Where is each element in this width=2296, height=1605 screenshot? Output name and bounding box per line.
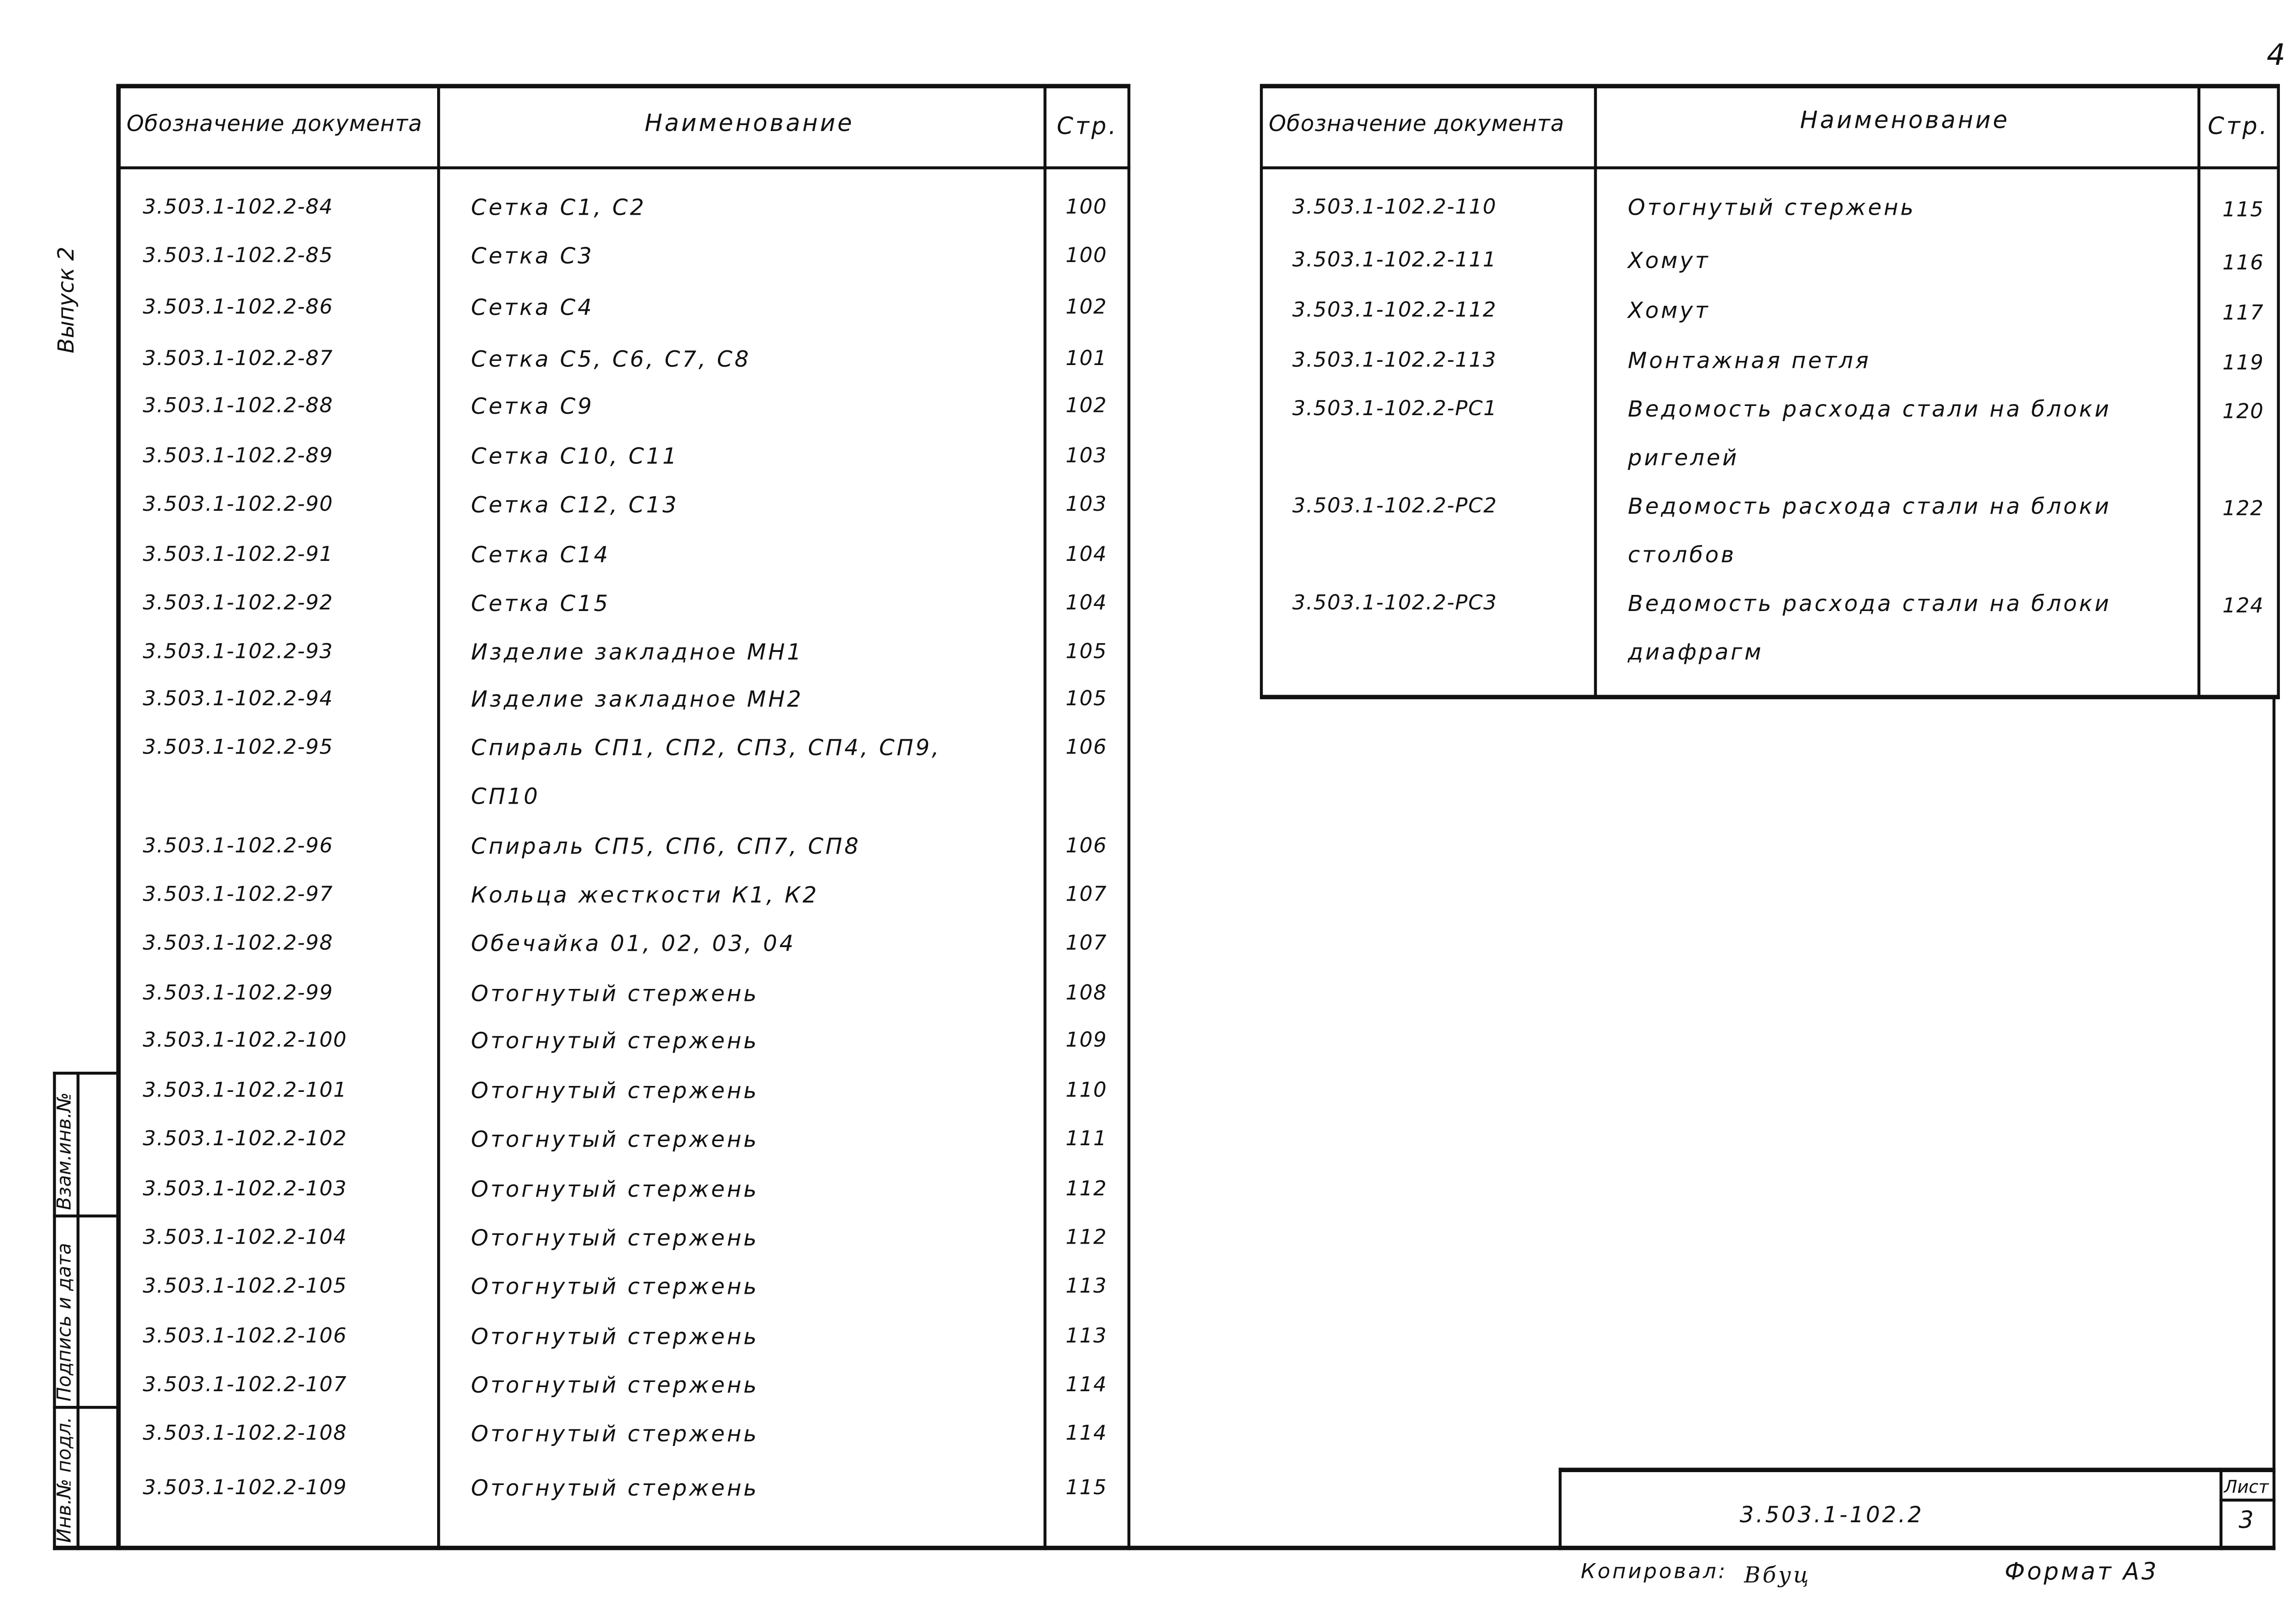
side-label: Выпуск 2	[53, 246, 80, 354]
row-page: 109	[1065, 1029, 1107, 1053]
row-designation: 3.503.1-102.2-96	[142, 834, 334, 858]
row-page: 101	[1065, 347, 1107, 371]
row-page: 107	[1065, 931, 1107, 956]
row-name-continued: столбов	[1628, 542, 1736, 568]
row-page: 112	[1065, 1177, 1107, 1201]
row-page: 105	[1065, 687, 1107, 711]
row-designation: 3.503.1-102.2-90	[142, 493, 334, 517]
row-name-continued: СП10	[471, 783, 540, 810]
row-page: 115	[2222, 199, 2264, 223]
row-designation: 3.503.1-102.2-107	[142, 1373, 348, 1397]
row-name: Обечайка 01, 02, 03, 04	[471, 930, 796, 957]
row-name: Отогнутый стержень	[471, 1475, 759, 1502]
row-name: Отогнутый стержень	[471, 1176, 759, 1203]
left-header-name: Наименование	[644, 109, 855, 137]
row-page: 113	[1065, 1274, 1107, 1299]
row-name: Отогнутый стержень	[471, 1077, 759, 1104]
row-name: Изделие закладное МН1	[471, 639, 803, 666]
row-designation: 3.503.1-102.2-86	[142, 296, 334, 320]
row-name: Сетка С12, С13	[471, 491, 679, 519]
row-designation: 3.503.1-102.2-РС2	[1292, 494, 1498, 519]
row-name: Сетка С14	[471, 542, 610, 568]
row-designation: 3.503.1-102.2-87	[142, 347, 334, 371]
row-page: 100	[1065, 244, 1107, 268]
row-name: Спираль СП5, СП6, СП7, СП8	[471, 833, 861, 860]
row-page: 117	[2222, 302, 2264, 326]
row-page: 106	[1065, 834, 1107, 858]
row-page: 104	[1065, 592, 1107, 616]
row-page: 124	[2222, 594, 2264, 618]
row-designation: 3.503.1-102.2-103	[142, 1177, 348, 1201]
row-designation: 3.503.1-102.2-100	[142, 1029, 348, 1053]
format-label: Формат А3	[2005, 1557, 2159, 1586]
row-page: 105	[1065, 640, 1107, 664]
row-page: 116	[2222, 251, 2264, 275]
right-header-name: Наименование	[1800, 106, 2010, 134]
stamp-replaced-inv: Взам.инв.№	[54, 1092, 77, 1211]
row-designation: 3.503.1-102.2-98	[142, 931, 334, 956]
row-name-continued: ригелей	[1628, 445, 1739, 471]
row-page: 111	[1065, 1127, 1107, 1151]
row-designation: 3.503.1-102.2-89	[142, 445, 334, 468]
row-designation: 3.503.1-102.2-113	[1292, 348, 1497, 373]
row-page: 107	[1065, 883, 1107, 907]
stamp-inv-orig: Инв.№ подл.	[54, 1417, 77, 1543]
row-designation: 3.503.1-102.2-92	[142, 592, 334, 616]
row-name: Сетка С9	[471, 393, 594, 420]
row-page: 113	[1065, 1325, 1107, 1349]
row-name: Отогнутый стержень	[471, 1323, 759, 1350]
row-name-continued: диафрагм	[1628, 639, 1764, 666]
row-name: Сетка С5, С6, С7, С8	[471, 346, 751, 373]
row-designation: 3.503.1-102.2-105	[142, 1274, 348, 1299]
row-designation: 3.503.1-102.2-РС3	[1292, 592, 1498, 616]
row-name: Отогнутый стержень	[471, 1372, 759, 1399]
row-name: Отогнутый стержень	[471, 1420, 759, 1447]
row-page: 108	[1065, 982, 1107, 1005]
row-name: Ведомость расхода стали на блоки	[1628, 590, 2111, 617]
row-designation: 3.503.1-102.2-84	[142, 195, 334, 220]
row-designation: 3.503.1-102.2-102	[142, 1127, 348, 1151]
row-designation: 3.503.1-102.2-95	[142, 736, 334, 760]
row-designation: 3.503.1-102.2-93	[142, 640, 334, 664]
row-designation: 3.503.1-102.2-104	[142, 1226, 348, 1250]
page-number: 4	[2267, 37, 2288, 72]
row-name: Отогнутый стержень	[471, 1126, 759, 1153]
sheet-number: 3	[2239, 1506, 2256, 1534]
row-name: Монтажная петля	[1628, 347, 1871, 374]
row-name: Ведомость расхода стали на блоки	[1628, 396, 2111, 423]
row-page: 115	[1065, 1476, 1107, 1500]
left-header-page: Стр.	[1057, 112, 1118, 140]
row-designation: 3.503.1-102.2-99	[142, 982, 334, 1005]
row-page: 119	[2222, 352, 2264, 376]
row-name: Отогнутый стержень	[471, 980, 759, 1007]
sheet-label: Лист	[2224, 1476, 2269, 1497]
document-designation: 3.503.1-102.2	[1739, 1502, 1924, 1528]
row-designation: 3.503.1-102.2-РС1	[1292, 397, 1498, 421]
row-designation: 3.503.1-102.2-108	[142, 1422, 348, 1446]
copier-signature: Вбуц	[1744, 1562, 1811, 1588]
row-page: 120	[2222, 400, 2264, 424]
copied-label: Копировал:	[1580, 1560, 1728, 1584]
row-name: Сетка С1, С2	[471, 194, 646, 221]
row-page: 114	[1065, 1373, 1107, 1397]
left-header-designation: Обозначение документа	[126, 110, 422, 137]
row-page: 100	[1065, 195, 1107, 220]
row-page: 104	[1065, 543, 1107, 567]
row-name: Ведомость расхода стали на блоки	[1628, 493, 2111, 520]
row-designation: 3.503.1-102.2-101	[142, 1079, 348, 1103]
row-page: 112	[1065, 1226, 1107, 1250]
row-name: Кольца жесткости К1, К2	[471, 881, 819, 908]
row-designation: 3.503.1-102.2-106	[142, 1325, 348, 1349]
stamp-sign-date: Подпись и дата	[54, 1243, 77, 1402]
row-designation: 3.503.1-102.2-91	[142, 543, 334, 567]
row-name: Сетка С4	[471, 294, 594, 321]
row-name: Хомут	[1628, 297, 1710, 324]
row-name: Отогнутый стержень	[1628, 194, 1916, 221]
row-designation: 3.503.1-102.2-110	[1292, 195, 1497, 220]
right-header-designation: Обозначение документа	[1269, 110, 1565, 137]
right-header-page: Стр.	[2208, 112, 2269, 140]
row-designation: 3.503.1-102.2-94	[142, 687, 334, 711]
row-name: Отогнутый стержень	[471, 1027, 759, 1054]
row-page: 102	[1065, 296, 1107, 320]
row-name: Изделие закладное МН2	[471, 686, 803, 713]
row-name: Спираль СП1, СП2, СП3, СП4, СП9,	[471, 734, 941, 761]
row-designation: 3.503.1-102.2-112	[1292, 299, 1497, 323]
row-page: 103	[1065, 445, 1107, 468]
row-name: Сетка С3	[471, 243, 594, 269]
row-name: Отогнутый стержень	[471, 1225, 759, 1251]
row-designation: 3.503.1-102.2-109	[142, 1476, 348, 1500]
row-page: 103	[1065, 493, 1107, 517]
row-name: Сетка С15	[471, 590, 610, 617]
row-page: 106	[1065, 736, 1107, 760]
row-page: 102	[1065, 394, 1107, 418]
row-designation: 3.503.1-102.2-85	[142, 244, 334, 268]
row-designation: 3.503.1-102.2-88	[142, 394, 334, 418]
row-designation: 3.503.1-102.2-111	[1292, 249, 1497, 273]
row-designation: 3.503.1-102.2-97	[142, 883, 334, 907]
row-page: 114	[1065, 1422, 1107, 1446]
row-page: 110	[1065, 1079, 1107, 1103]
row-name: Отогнутый стержень	[471, 1273, 759, 1300]
row-name: Хомут	[1628, 247, 1710, 274]
row-name: Сетка С10, С11	[471, 443, 679, 470]
row-page: 122	[2222, 497, 2264, 521]
